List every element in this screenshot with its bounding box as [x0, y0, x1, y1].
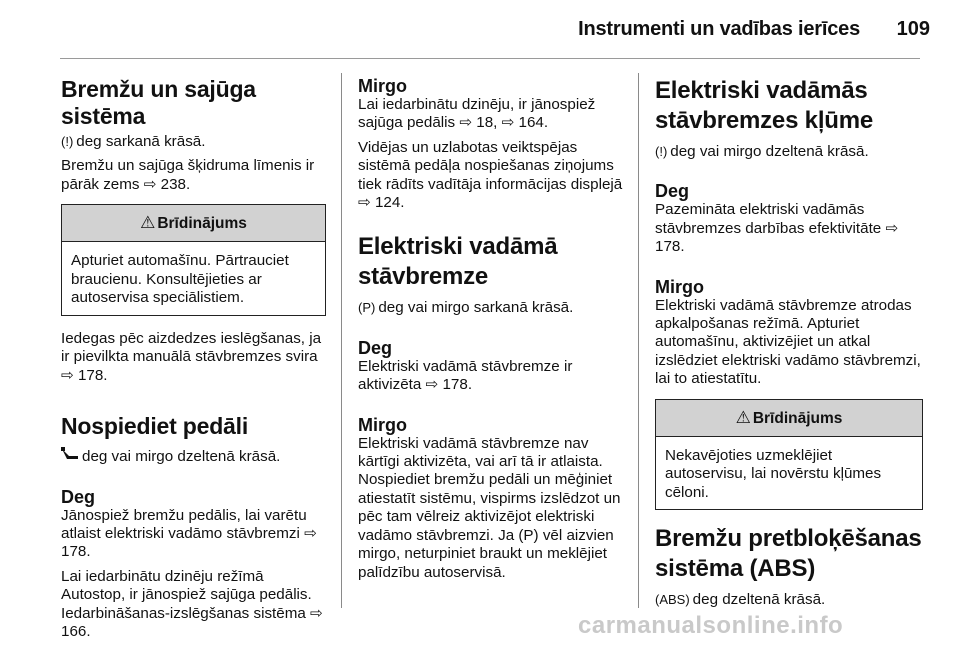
- warning-box-2: [655, 399, 923, 511]
- mirgo-text-3: Elektriski vadāmā stāvbremze atrodas apkalpošanas režīmā. Apturiet automašīnu, aktivizējiet un atkal izslēdziet elektriski vadāmo stāvbremzi, lai to atiestatītu.: [655, 296, 921, 388]
- page-number: 109: [896, 18, 930, 40]
- epb-fault-icon: (!): [655, 144, 668, 159]
- section-title-abs: Bremžu pretbloķēšanas sistēma (ABS): [655, 525, 922, 583]
- abs-line: (ABS) deg dzeltenā krāsā.: [655, 591, 826, 609]
- header-rule: [60, 58, 920, 59]
- subheading-deg-3: Deg: [655, 181, 690, 202]
- page-header-title: Instrumenti un vadības ierīces: [578, 18, 860, 40]
- medium-system-text: Vidējas un uzlabotas veiktspējas sistēmā pedāļa nospiešanas ziņojums tiek rādīts vadītāja informācijas displejā ⇨ 124.: [358, 138, 623, 212]
- subheading-mirgo-2: Mirgo: [358, 414, 407, 435]
- warning-box-1-text: Apturiet automašīnu. Pārtrauciet braucienu. Konsultējieties ar autoservisa speciālistiem.: [71, 252, 289, 307]
- subheading-mirgo-1: Mirgo: [358, 76, 407, 96]
- section-title-press-pedal: Nospiediet pedāli: [61, 413, 249, 440]
- section-title-epb: Elektriski vadāmā stāvbremze: [358, 233, 558, 291]
- epb-fault-line: (!) deg vai mirgo dzeltenā krāsā.: [655, 143, 869, 160]
- deg-text-2: Elektriski vadāmā stāvbremze ir aktivizēta ⇨ 178.: [358, 357, 573, 394]
- warning-box-2-text: Nekavējoties uzmeklējiet autoservisu, lai novērstu kļūmes cēloni.: [665, 446, 882, 501]
- subheading-deg-2: Deg: [358, 337, 393, 358]
- warning-box-2-header: ⚠ Brīdinājums: [656, 400, 922, 437]
- subheading-mirgo-3: Mirgo: [655, 276, 704, 297]
- deg-text-3: Pazemināta elektriski vadāmās stāvbremzes darbības efektivitāte ⇨ 178.: [655, 201, 899, 256]
- column-divider-2: [638, 73, 639, 608]
- column-2: [358, 76, 623, 588]
- warning-box-1: [61, 204, 326, 316]
- brake-warning-line: (!) deg sarkanā krāsā.: [61, 133, 206, 150]
- column-divider-1: [341, 73, 342, 608]
- column-3: [655, 76, 923, 616]
- mirgo-text-2: Elektriski vadāmā stāvbremze nav kārtīgi aktivizēta, vai arī tā ir atlaista. Nospiediet bremžu pedāli un mēģiniet atiestatīt sistēmu, vispirms izslēdzot un pēc tam vēlreiz aktivizējot elektriski vadāmo stāvbremzi. Ja (P) vēl aizvien mirgo, neturpiniet braukt un meklējiet palīdzību autoservisā.: [358, 434, 621, 581]
- brake-lights-on-text: Iedegas pēc aizdedzes ieslēgšanas, ja ir pievilkta manuālā stāvbremzes svira ⇨ 178.: [61, 330, 322, 384]
- warning-box-1-header: ⚠ Brīdinājums: [62, 205, 325, 242]
- warning-triangle-icon: ⚠: [140, 213, 156, 233]
- brake-fluid-text: Bremžu un sajūga šķidruma līmenis ir pārāk zems ⇨ 238.: [61, 157, 315, 193]
- subheading-deg-1: Deg: [61, 486, 96, 507]
- epb-line: (P) deg vai mirgo sarkanā krāsā.: [358, 299, 574, 317]
- column-1: [61, 76, 326, 647]
- section-title-epb-fault: Elektriski vadāmās stāvbremzes kļūme: [655, 77, 874, 134]
- parking-brake-icon: (P): [358, 300, 376, 316]
- autostop-text: Lai iedarbinātu dzinēju režīmā Autostop, ir jānospiež sajūga pedālis. Iedarbināšanas-izslēgšanas sistēma ⇨ 166.: [61, 567, 323, 641]
- deg-text-1: Jānospiež bremžu pedālis, lai varētu atlaist elektriski vadāmo stāvbremzi ⇨ 178.: [61, 506, 317, 561]
- brake-warning-icon: (!): [61, 134, 74, 149]
- section-title-brake-clutch: Bremžu un sajūga sistēma: [61, 76, 256, 129]
- abs-icon: (ABS): [655, 592, 690, 608]
- pedal-icon: [61, 447, 79, 466]
- mirgo-text-1: Lai iedarbinātu dzinēju, ir jānospiež sajūga pedālis ⇨ 18, ⇨ 164.: [358, 96, 596, 132]
- watermark: carmanualsonline.info: [578, 612, 844, 639]
- warning-triangle-icon: ⚠: [735, 407, 751, 427]
- press-pedal-line: deg vai mirgo dzeltenā krāsā.: [61, 447, 326, 466]
